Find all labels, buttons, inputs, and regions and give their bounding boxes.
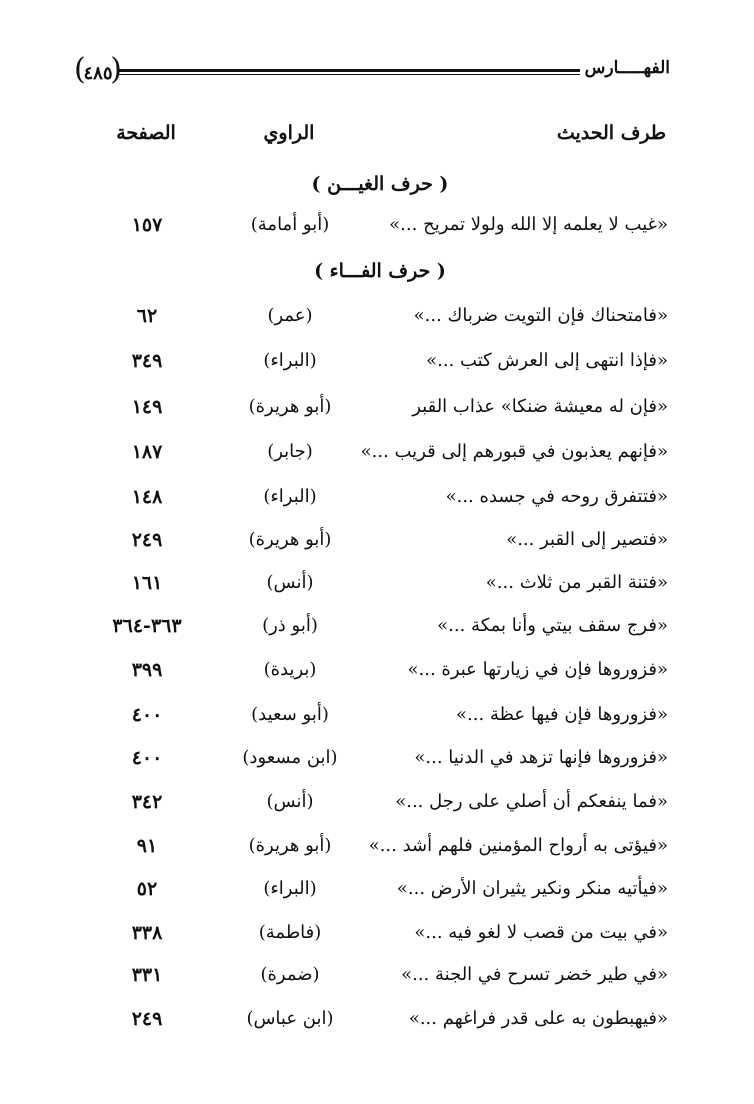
table-row xyxy=(0,878,754,918)
narrator: (عمر) xyxy=(267,305,313,326)
narrator: (أبو هريرة) xyxy=(248,396,332,417)
page-ref: ٣٣٨ xyxy=(131,922,163,944)
page-ref: ٣٦٣-٣٦٤ xyxy=(112,615,182,637)
table-row xyxy=(0,396,754,436)
table-row xyxy=(0,747,754,787)
page-ref: ١٨٧ xyxy=(131,441,163,463)
narrator: (البراء) xyxy=(263,350,317,371)
table-row xyxy=(0,529,754,569)
hadith-text: «فتتفرق روحه في جسده ...» xyxy=(445,486,668,507)
table-row xyxy=(0,441,754,481)
table-row xyxy=(0,1008,754,1048)
narrator: (أبو سعيد) xyxy=(251,704,329,725)
narrator: (أبو هريرة) xyxy=(248,835,332,856)
page-ref: ٩١ xyxy=(136,835,158,857)
hadith-text: «فزوروها فإن في زيارتها عبرة ...» xyxy=(407,659,668,680)
page-ref: ٢٤٩ xyxy=(131,1008,163,1030)
header-rule xyxy=(118,69,580,75)
table-row xyxy=(0,835,754,875)
column-header-page: الصفحة xyxy=(116,122,176,144)
narrator: (البراء) xyxy=(263,486,317,507)
hadith-text: «فإنهم يعذبون في قبورهم إلى قريب ...» xyxy=(360,441,668,462)
hadith-text: «فإن له معيشة ضنكا» عذاب القبر xyxy=(412,396,668,417)
narrator: (بريدة) xyxy=(263,659,317,680)
table-row xyxy=(0,486,754,526)
letter-heading-fa: ( حرف الفـــاء ) xyxy=(314,260,446,282)
narrator: (جابر) xyxy=(267,441,313,462)
narrator: (أنس) xyxy=(266,572,314,593)
hadith-text: «فتصير إلى القبر ...» xyxy=(506,529,668,550)
page-ref: ٣٤٩ xyxy=(131,350,163,372)
hadith-text: «فتنة القبر من ثلاث ...» xyxy=(485,572,668,593)
narrator: (أنس) xyxy=(266,791,314,812)
page-ref: ٥٢ xyxy=(136,878,158,900)
page-ref: ١٤٩ xyxy=(131,396,163,418)
table-row xyxy=(0,704,754,744)
table-row xyxy=(0,791,754,831)
narrator: (البراء) xyxy=(263,878,317,899)
page-ref: ١٥٧ xyxy=(131,214,163,236)
hadith-text: «فزوروها فإنها تزهد في الدنيا ...» xyxy=(414,747,668,768)
hadith-text: «غيب لا يعلمه إلا الله ولولا تمريح ...» xyxy=(389,214,668,235)
hadith-text: «فزوروها فإن فيها عظة ...» xyxy=(456,704,668,725)
section-title: الفهـــــارس xyxy=(584,58,670,78)
page-number: ( ٤٨٥ ) xyxy=(78,56,118,90)
hadith-text: «في طير خضر تسرح في الجنة ...» xyxy=(401,964,668,985)
page-header xyxy=(78,56,670,92)
hadith-text: «فيؤتى به أرواح المؤمنين فلهم أشد ...» xyxy=(368,835,668,856)
page-ref: ٣٤٢ xyxy=(131,791,163,813)
hadith-text: «فيأتيه منكر ونكير يثيران الأرض ...» xyxy=(396,878,668,899)
hadith-text: «فرج سقف بيتي وأنا بمكة ...» xyxy=(437,615,668,636)
page-ref: ١٤٨ xyxy=(131,486,163,508)
hadith-text: «فما ينفعكم أن أصلي على رجل ...» xyxy=(395,791,668,812)
narrator: (ابن مسعود) xyxy=(242,747,338,768)
column-header-narrator: الراوي xyxy=(263,122,315,144)
hadith-text: «في بيت من قصب لا لغو فيه ...» xyxy=(414,922,668,943)
narrator: (أبو أمامة) xyxy=(250,214,330,235)
narrator: (ابن عباس) xyxy=(246,1008,334,1029)
table-row xyxy=(0,572,754,612)
table-row xyxy=(0,964,754,1004)
page-ref: ٢٤٩ xyxy=(131,529,163,551)
narrator: (فاطمة) xyxy=(258,922,322,943)
page-ref: ٣٩٩ xyxy=(131,659,163,681)
narrator: (ضمرة) xyxy=(260,964,320,985)
hadith-text: «فامتحناك فإن التويت ضرباك ...» xyxy=(413,305,668,326)
narrator: (أبو ذر) xyxy=(262,615,318,636)
letter-heading-ghayn: ( حرف الغيـــن ) xyxy=(311,173,449,195)
column-header-hadith: طرف الحديث xyxy=(556,122,666,144)
table-row xyxy=(0,615,754,655)
page-ref: ٤٠٠ xyxy=(131,704,163,726)
hadith-text: «فيهبطون به على قدر فراغهم ...» xyxy=(408,1008,668,1029)
table-row xyxy=(0,659,754,699)
table-row xyxy=(0,305,754,345)
page-ref: ٣٣١ xyxy=(131,964,163,986)
table-row xyxy=(0,350,754,390)
narrator: (أبو هريرة) xyxy=(248,529,332,550)
page-ref: ١٦١ xyxy=(131,572,163,594)
hadith-text: «فإذا انتهى إلى العرش كتب ...» xyxy=(426,350,668,371)
table-row xyxy=(0,922,754,962)
page-ref: ٦٢ xyxy=(136,305,158,327)
table-row xyxy=(0,214,754,254)
page-ref: ٤٠٠ xyxy=(131,747,163,769)
